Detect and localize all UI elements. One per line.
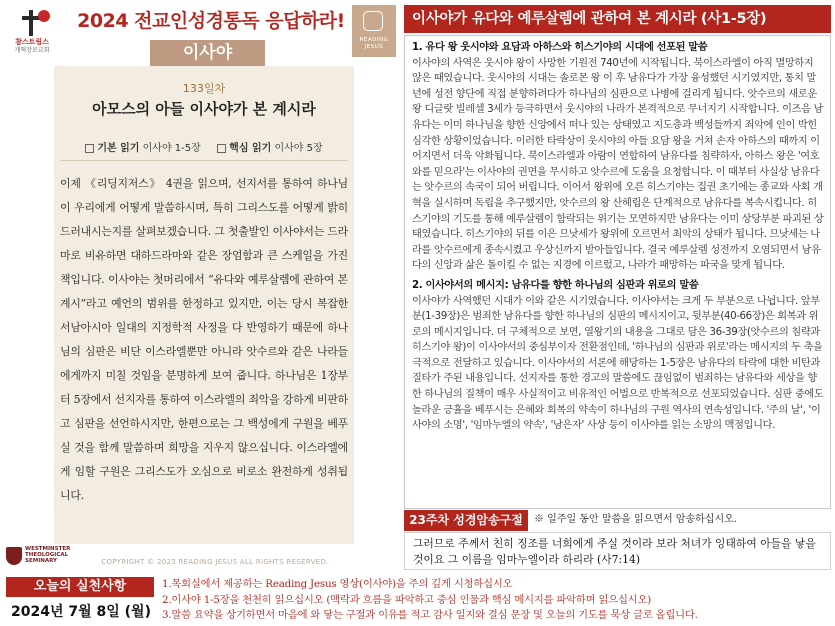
core-reading-value: 이사야 5장 bbox=[274, 143, 323, 154]
reading-jesus-logo bbox=[352, 5, 396, 57]
day-title: 아모스의 아들 이사야가 본 계시라 bbox=[92, 100, 316, 118]
memory-verse: 그러므로 주께서 친히 징조를 너희에게 주실 것이라 보라 처녀가 잉태하여 아들을 낳을 것이요 그 이름을 임마누엘이라 하리라 (사7:14) bbox=[404, 532, 831, 570]
section-1-title: 1. 유다 왕 웃시야와 요담과 아하스와 히스기야의 시대에 선포된 말씀 bbox=[412, 42, 708, 53]
section-2-title: 2. 이사야서의 메시지: 남유다를 향한 하나님의 심판과 위로의 말씀 bbox=[412, 279, 699, 291]
checkbox-icon bbox=[217, 144, 226, 153]
reading-body: 이제 《리딩지저스》 4권을 읽으며, 선지서를 통하여 하나님이 우리에게 어떻게 말씀하시며, 특히 그리스도를 어떻게 밝히 드러내시는지를 살펴보겠습니다. 그 첫출발인 이사야서는 드라마로 비유하면 대하드라마와 같은 장엄함과 큰 스케일을 가진 책입니다. 이사야는 첫머리에서 “유다와 예루살렘에 관하여 본 계시”라고 예언의 범위를 한정하고 있지만, 이는 당시 복잡한 서남아시아 일대의 지정학적 사정을 다 반영하기 때문에 하나님의 심판은 비단 이스라엘뿐만 아니라 앗수르와 같은 나라들에게까지 미칠 것임을 분명하게 보여 줍니다. 하나님은 1장부터 5장에서 선지자를 통하여 이스라엘의 죄악을 강하게 비판하고 심판을 선언하시지만, 한편으로는 그 백성에게 구원을 베푸실 것을 함께 말씀하며 희망을 지우지 않으십니다. 이스라엘에게 임할 구원은 그리스도가 오심으로 비로소 완전하게 성취됩니다. bbox=[60, 177, 348, 502]
summary-header: 이사야가 유다와 예루살렘에 관하여 본 계시라 (사1-5장) bbox=[404, 5, 831, 33]
summary-panel bbox=[404, 35, 831, 509]
practice-list bbox=[162, 577, 832, 624]
day-label: 133일차 bbox=[182, 82, 226, 95]
logo-dot-icon bbox=[38, 10, 50, 22]
basic-reading-value: 이사야 1-5장 bbox=[142, 143, 201, 154]
core-reading-label: 핵심 읽기 bbox=[229, 143, 272, 154]
divider bbox=[60, 160, 348, 161]
seminary-name: WESTMINSTER THEOLOGICAL SEMINARY bbox=[25, 546, 71, 564]
practice-tab: 오늘의 실천사항 bbox=[6, 577, 154, 597]
practice-item: 3.말씀 요약을 상기하면서 마음에 와 닿는 구절과 이유를 적고 감사 일지와 결심 문장 및 오늘의 기도를 묵상 글로 올립니다. bbox=[162, 609, 698, 621]
book-tab: 이사야 bbox=[150, 40, 265, 66]
memory-verse-note: ※ 일주일 동안 말씀을 읽으면서 암송하십시오. bbox=[534, 514, 737, 525]
copyright: COPYRIGHT © 2023 READING JESUS ALL RIGHTS RESERVED. bbox=[101, 558, 329, 566]
reading-jesus-emblem-icon bbox=[363, 11, 383, 31]
practice-item: 1.목회실에서 제공하는 Reading Jesus 영상(이사야)을 주의 깊게 시청하십시오 bbox=[162, 578, 513, 590]
reading-assignments bbox=[54, 139, 354, 157]
main-title: 2024 전교인성경통독 응답하라! bbox=[77, 10, 345, 32]
reading-jesus-text: READING JESUS bbox=[359, 37, 389, 50]
section-2-body: 이사야가 사역했던 시대가 이와 같은 시기였습니다. 이사야서는 크게 두 부분으로 나뉩니다. 앞부분(1-39장)은 범죄한 남유다를 향한 하나님의 심판의 메시지이고, 뒷부분(40-66장)은 회복과 위로의 메시지입니다. 더 구체적으로 보면, 열왕기의 내용을 그대로 담은 36-39장(앗수르의 침략과 히스기야 왕)이 이사야서의 중심부이자 전환점인데, '하나님의 심판과 위로'라는 메시지의 두 축을 극적으로 전달하고 있습니다. 이사야서의 서론에 해당하는 1-5장은 남유다의 타락에 대한 비탄과 질타가 주된 내용입니다. 선지자를 통한 경고의 말씀에도 끊임없이 범죄하는 남유다와 세상을 향한 하나님의 질책이 매우 사실적이고 비유적인 어법으로 반복적으로 선포되었습니다. 심판 중에도 놀라운 긍휼을 베푸시는 은혜와 회복의 약속이 하나님의 구원 역사의 연속성입니다. '주의 날', '이사야의 소명', '임마누엘의 약속', '남은자' 사상 등이 이사야를 읽는 소망의 맥점입니다. bbox=[412, 295, 824, 432]
memory-verse-tab: 23주차 성경암송구절 bbox=[404, 510, 528, 531]
seminary-logo bbox=[6, 546, 90, 568]
church-logo-text: 참스트림스 bbox=[15, 38, 49, 46]
checkbox-icon bbox=[85, 144, 94, 153]
section-1-body: 이사야의 사역은 웃시야 왕이 사망한 기원전 740년에 시작됩니다. 북이스라엘이 아직 멸망하지 않은 때였습니다. 웃시야의 시대는 솔로몬 왕 이 후 남유다가 가장 융성했던 시기였지만, 통치 말년에 성전 향단에 직접 분향하려다가 하나님의 심판으로 나병에 걸리게 됩니다. 앗수르의 새로운 왕 디글랏 빌레셀 3세가 등극하면서 웃시야의 나라가 본격적으로 무너지기 시작합니다. 이즈음 남유다는 이미 하나님을 향한 신앙에서 떠나 있는 상태였고 지도층과 백성들까지 죄악에 인이 박힌 심각한 상황이었습니다. 이러한 타락상이 웃시야의 아들 요담 왕을 거쳐 손자 아하스의 때까지 이어지면서 더욱 악화됩니다. 북이스라엘과 아람이 연합하여 남유다를 침략하자, 아하스 왕은 '여호와를 믿으라'는 이사야의 권면을 무시하고 앗수르에 도움을 요청합니다. 이 때부터 사실상 남유다는 앗수르의 속국이 되어 버립니다. 이어서 왕위에 오른 히스기야는 집권 초기에는 종교와 사회 개혁을 실시하며 독립을 추구했지만, 앗수르의 왕 산헤립은 단계적으로 남유다를 복속시킵니다. 히스기야의 기도를 통해 예루살렘이 함락되는 위기는 모면하지만 남유다는 이미 상당부분 파괴된 상태였습니다. 히스기야의 뒤를 이은 므낫세가 왕위에 오르면서 최악의 상태가 됩니다. 므낫세는 나라를 앗수르에게 종속시켰고 우상신까지 받아들입니다. 결국 예루살렘 성전까지 오염되면서 남유다의 신앙과 삶은 돌이킬 수 없는 지경에 이르렀고, 나라가 패망하는 파국을 맞게 됩니다. bbox=[412, 57, 824, 272]
church-logo bbox=[4, 4, 60, 56]
basic-reading-label: 기본 읽기 bbox=[97, 143, 140, 154]
practice-date: 2024년 7월 8일 (월) bbox=[11, 604, 151, 620]
church-logo-subtext: 개혁장로교회 bbox=[14, 47, 50, 54]
shield-icon bbox=[6, 547, 22, 565]
practice-item: 2.이사야 1-5장을 천천히 읽으십시오 (맥락과 흐름을 파악하고 중심 인물과 핵심 메시지를 파악하며 읽으십시오) bbox=[162, 593, 652, 606]
